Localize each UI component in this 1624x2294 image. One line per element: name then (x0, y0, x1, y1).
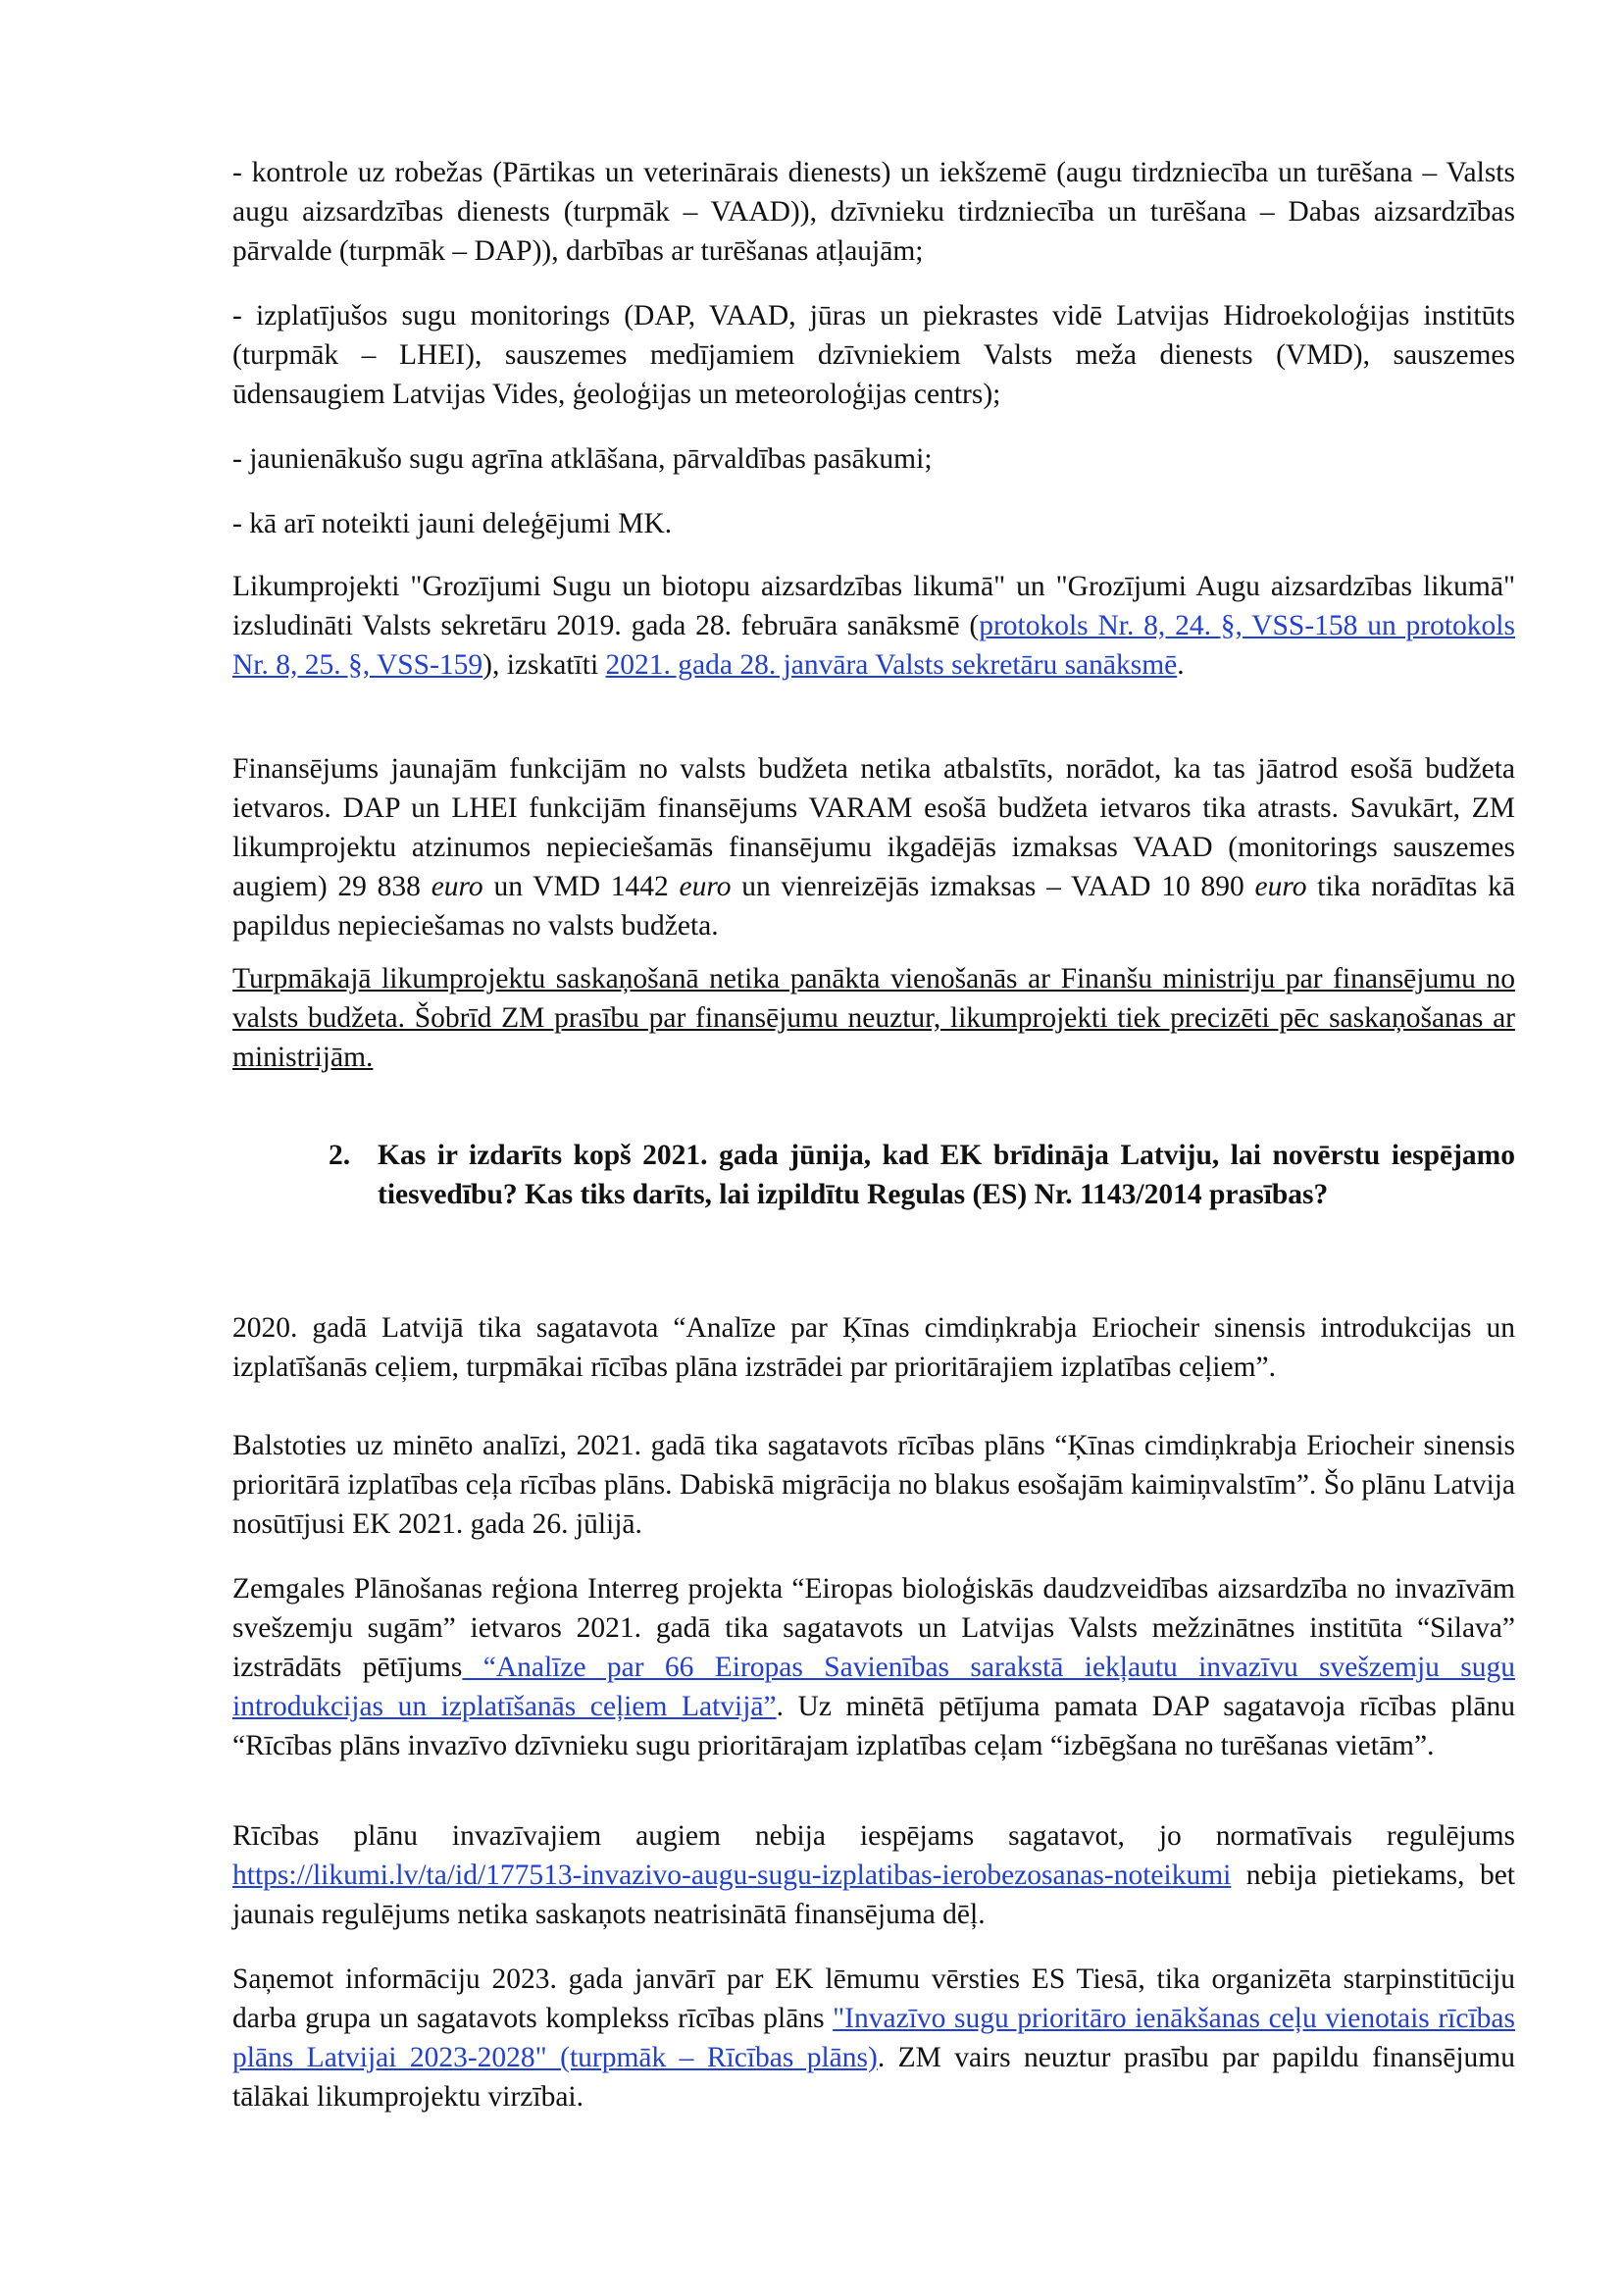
protokols-link[interactable]: protokols Nr. 8, 24. §, VSS-158 un protokols Nr. 8, 25. §, VSS-159 (232, 610, 1515, 681)
paragraph-text: . (1177, 649, 1185, 681)
paragraph-turpmakaja (232, 959, 1515, 1077)
paragraph-analize-2020 (232, 1308, 1515, 1387)
likumi-url-link[interactable]: https://likumi.lv/ta/id/177513-invazivo-augu-sugu-izplatibas-ierobezosanas-noteikumi (232, 1860, 1232, 1891)
paragraph-ricibas-planu (232, 1816, 1515, 1934)
paragraph-likumprojekti (232, 567, 1515, 685)
currency-euro: euro (679, 871, 732, 902)
list-item-text: - kontrole uz robežas (Pārtikas un veterinārais dienests) un iekšzemē (augu tirdzniecība un turēšana – Valsts augu aizsardzības dienests (turpmāk – VAAD)), dzīvnieku tirdzniecība un turēšana – Dabas aizsardzības pārvalde (turpmāk – DAP)), darbības ar turēšanas atļaujām; (232, 157, 1515, 267)
paragraph-text: Likumprojekti "Grozījumi Sugu un biotopu aizsardzības likumā" un "Grozījumi Augu aizsardzības likumā" izsludināti Valsts sekretāru 2019. gada 28. februāra sanāksmē ( (232, 571, 1515, 641)
question-number: 2. (329, 1140, 351, 1171)
list-item-text: - izplatījušos sugu monitorings (DAP, VAAD, jūras un piekrastes vidē Latvijas Hidroekoloģijas institūts (turpmāk – LHEI), sauszemes medījamiem dzīvniekiem Valsts meža dienests (VMD), sauszemes ūdensaugiem Latvijas Vides, ģeoloģijas un meteoroloģijas centrs); (232, 300, 1515, 410)
paragraph-text: Saņemot informāciju 2023. gada janvārī par EK lēmumu vērsties ES Tiesā, tika organizēta starpinstitūciju darba grupa un sagatavots komplekss rīcības plāns (232, 1963, 1515, 2034)
list-item-delegejumi (232, 504, 1515, 543)
paragraph-text: Rīcības plānu invazīvajiem augiem nebija iespējams sagatavot, jo normatīvais regulējums (232, 1820, 1515, 1852)
paragraph-text: nebija pietiekams, bet jaunais regulējums netika saskaņots neatrisinātā finansējuma dēļ. (232, 1860, 1515, 1930)
paragraph-text: ), izskatīti (482, 649, 606, 681)
list-item-text: - kā arī noteikti jauni deleģējumi MK. (232, 508, 673, 539)
paragraph-text: Finansējums jaunajām funkcijām no valsts budžeta netika atbalstīts, norādot, ka tas jāatrod esošā budžeta ietvaros. DAP un LHEI funkcijām finansējums VARAM esošā budžeta ietvaros tika atrasts. Savukārt, ZM likumprojektu atzinumos nepieciešamās finansējumu ikgadējās izmaksas VAAD (monitorings sauszemes augiem) 29 838 (232, 753, 1515, 902)
paragraph-text: . ZM vairs neuztur prasību par papildu finansējumu tālākai likumprojektu virzībai. (232, 2042, 1515, 2113)
silava-study-link[interactable]: “Analīze par 66 Eiropas Savienības sarakstā iekļautu invazīvu svešzemju sugu introdukcijas un izplatīšanās ceļiem Latvijā” (232, 1652, 1516, 1722)
currency-euro: euro (431, 871, 483, 902)
paragraph-text: un VMD 1442 (482, 871, 680, 902)
ricibas-plans-link[interactable]: "Invazīvo sugu prioritāro ienākšanas ceļu vienotais rīcības plāns Latvijai 2023-2028" (turpmāk – Rīcības plāns) (232, 2003, 1515, 2073)
list-item-text: - jaunienākušo sugu agrīna atklāšana, pārvaldības pasākumi; (232, 443, 933, 475)
list-item-kontrole (232, 153, 1515, 271)
paragraph-text: Zemgales Plānošanas reģiona Interreg projekta “Eiropas bioloģiskās daudzveidības aizsardzība no invazīvām svešzemju sugām” ietvaros 2021. gadā tika sagatavots un Latvijas Valsts mežzinātnes institūta “Silava” izstrādāts pētījums (232, 1573, 1515, 1683)
vss-meeting-link[interactable]: 2021. gada 28. janvāra Valsts sekretāru sanāksmē (605, 649, 1178, 681)
list-item-agrina-atklasana (232, 439, 1515, 479)
paragraph-text: 2020. gadā Latvijā tika sagatavota “Analīze par Ķīnas cimdiņkrabja Eriocheir sinensis introdukcijas un izplatīšanās ceļiem, turpmākai rīcības plāna izstrādei par prioritārajiem izplatības ceļiem”. (232, 1312, 1515, 1383)
paragraph-text: tika norādītas kā papildus nepieciešamas no valsts budžeta. (232, 871, 1516, 942)
paragraph-finansejums (232, 749, 1515, 945)
paragraph-text: . Uz minētā pētījuma pamata DAP sagatavoja rīcības plānu “Rīcības plāns invazīvo dzīvnieku sugu prioritārajam izplatības ceļam “izbēgšana no turēšanas vietām”. (232, 1691, 1515, 1761)
question-heading: Kas ir izdarīts kopš 2021. gada jūnija, kad EK brīdināja Latviju, lai novērstu iespējamo tiesvedību? Kas tiks darīts, lai izpildītu Regulas (ES) Nr. 1143/2014 prasības? (378, 1140, 1515, 1210)
paragraph-text: Turpmākajā likumprojektu saskaņošanā netika panākta vienošanās ar Finanšu ministriju par finansējumu no valsts budžeta. Šobrīd ZM prasību par finansējumu neuztur, likumprojekti tiek precizēti pēc saskaņošanas ar ministrijām. (232, 963, 1515, 1073)
paragraph-text: Balstoties uz minēto analīzi, 2021. gadā tika sagatavots rīcības plāns “Ķīnas cimdiņkrabja Eriocheir sinensis prioritārā izplatības ceļa rīcības plāns. Dabiskā migrācija no blakus esošajām kaimiņvalstīm”. Šo plānu Latvija nosūtījusi EK 2021. gada 26. jūlijā. (232, 1430, 1515, 1540)
currency-euro: euro (1254, 871, 1307, 902)
paragraph-text: un vienreizējās izmaksas – VAAD 10 890 (731, 871, 1255, 902)
paragraph-balstoties (232, 1426, 1515, 1544)
list-item-monitorings (232, 296, 1515, 414)
paragraph-zemgales (232, 1569, 1515, 1765)
paragraph-sanemot (232, 1960, 1515, 2116)
